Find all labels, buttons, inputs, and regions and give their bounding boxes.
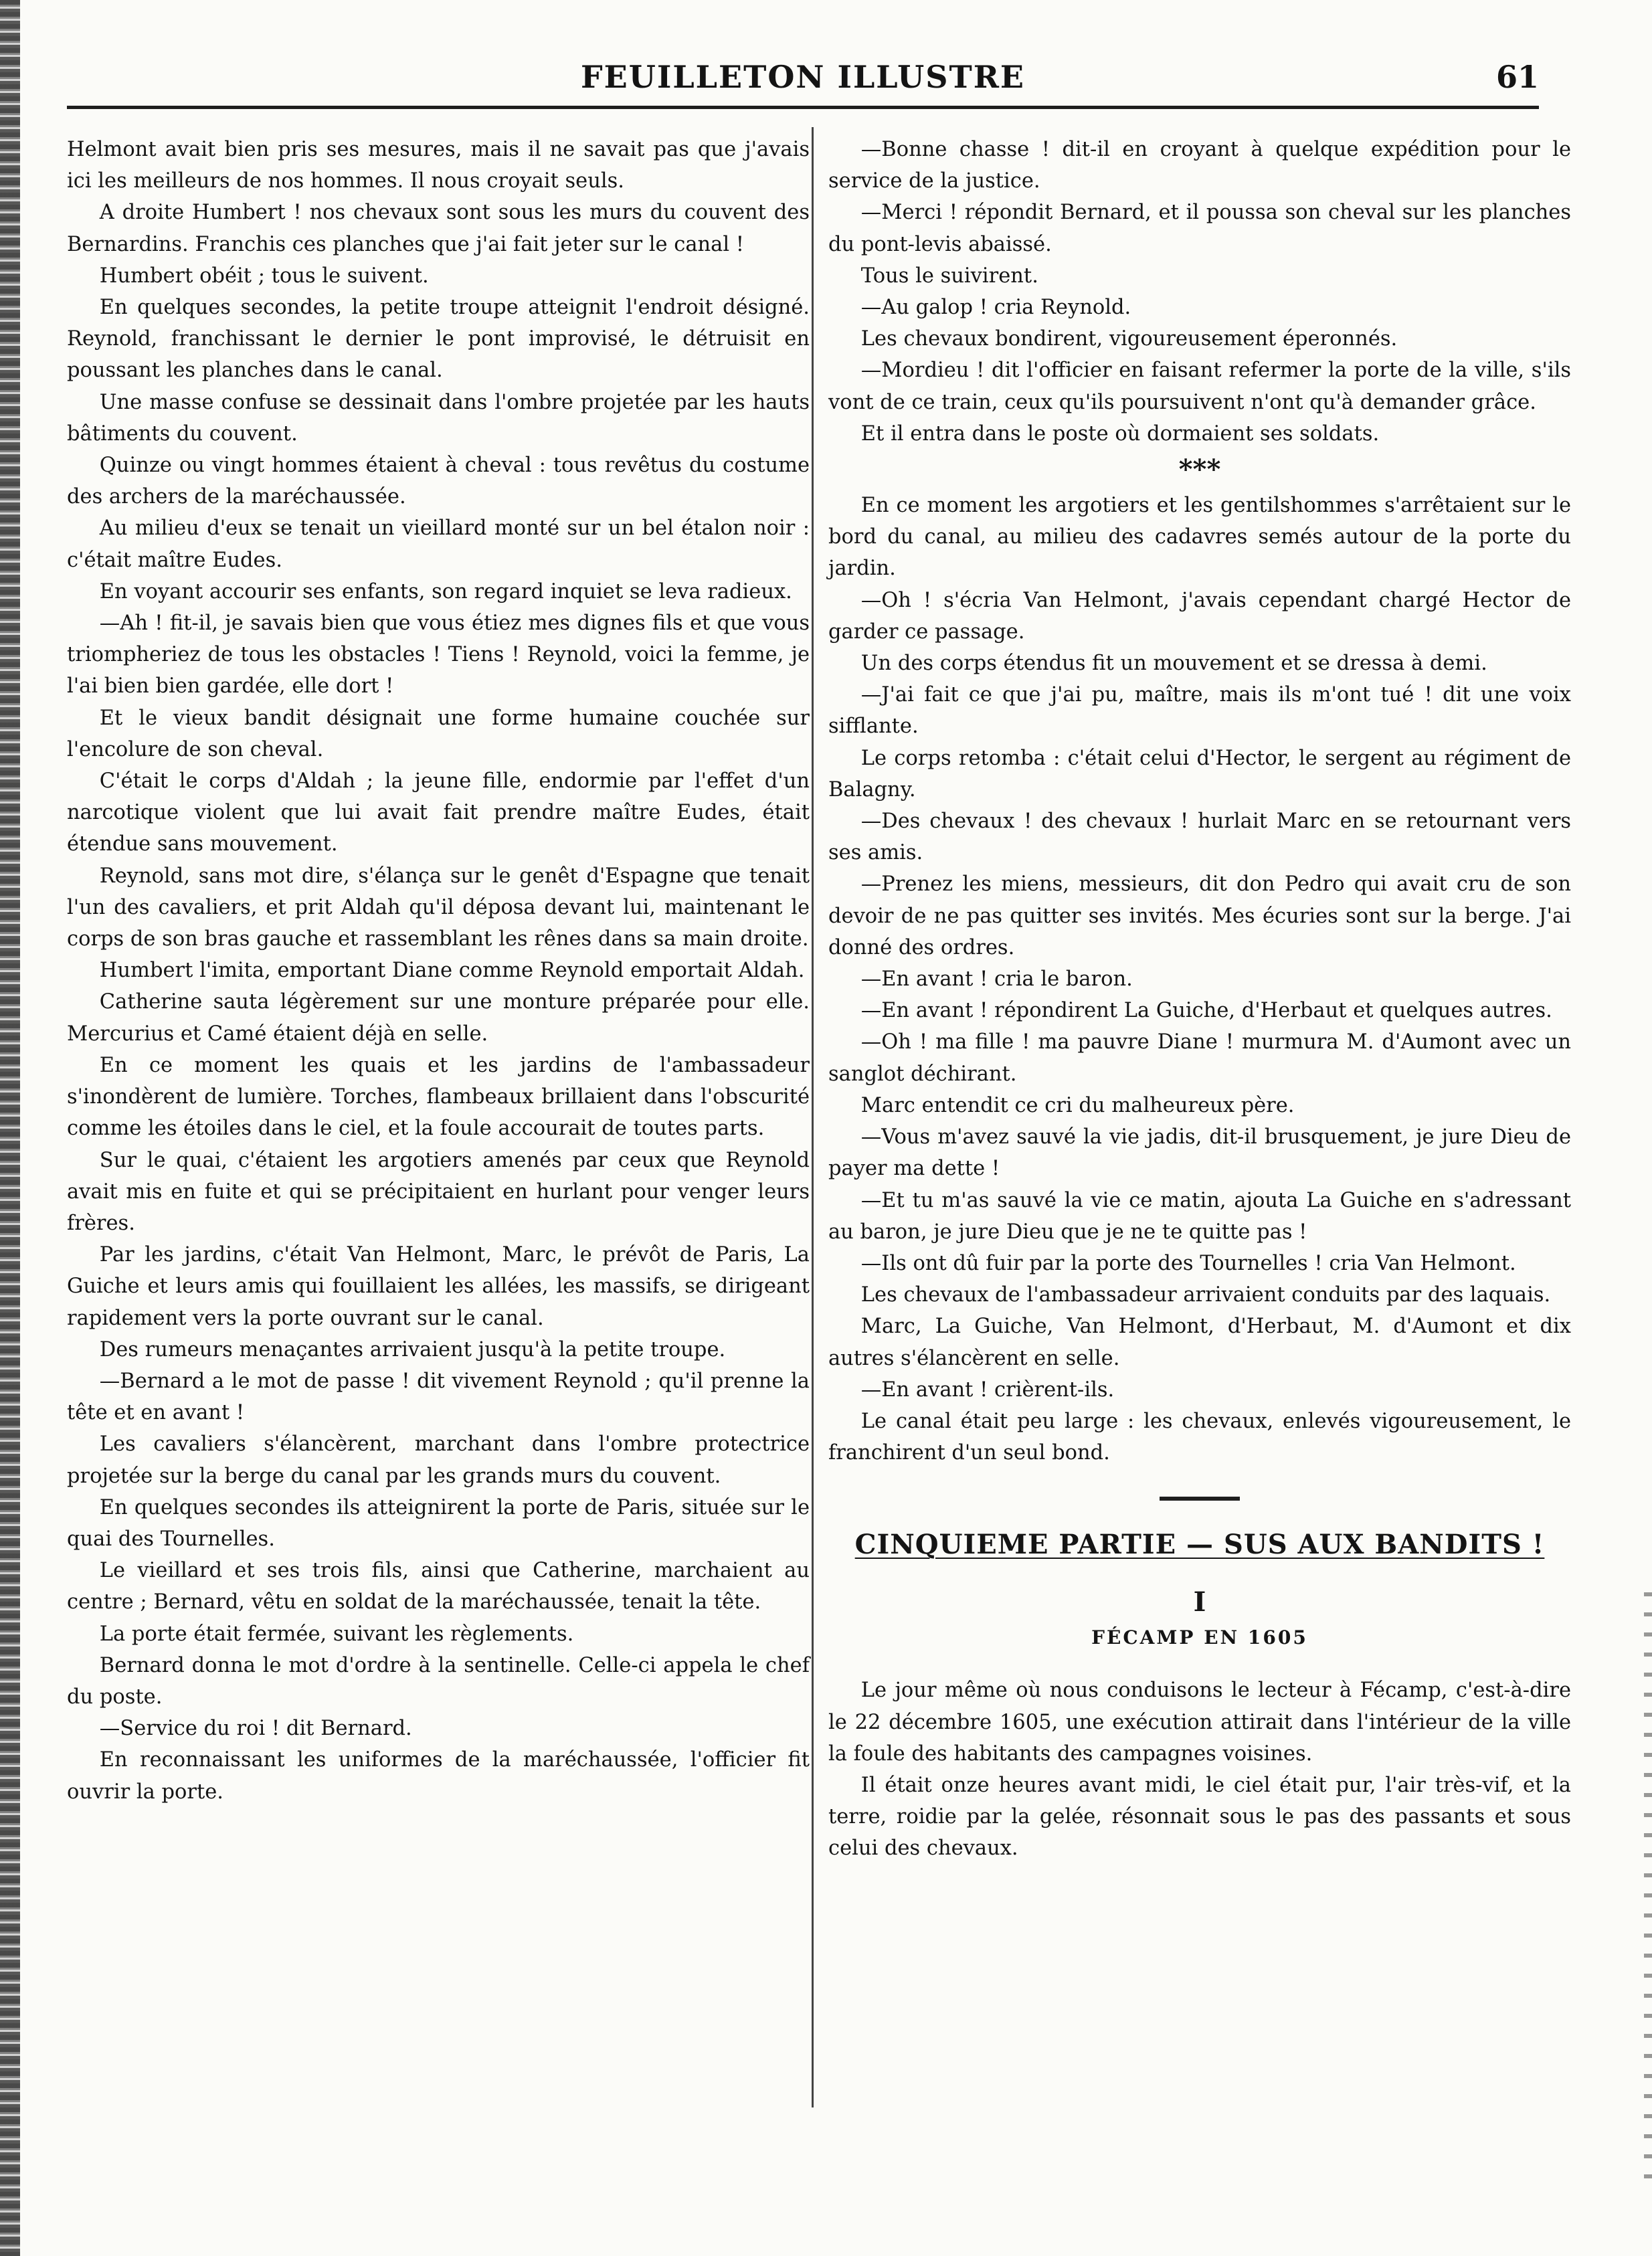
scan-edge-marks xyxy=(1644,1592,1652,2194)
left-column xyxy=(67,134,810,1808)
paragraph: Marc entendit ce cri du malheureux père. xyxy=(860,1093,1295,1117)
paragraph: Les cavaliers s'élancèrent, marchant dans l'ombre protectrice projetée sur la berge du canal par les grands murs du couvent. xyxy=(67,1432,810,1488)
paragraph: A droite Humbert ! nos chevaux sont sous les murs du couvent des Bernardins. Franchis ces planches que j'ai fait jeter sur le canal ! xyxy=(67,201,810,256)
paragraph: —En avant ! crièrent-ils. xyxy=(860,1378,1115,1402)
paragraph: Le canal était peu large : les chevaux, enlevés vigoureusement, le franchirent d'un seul bond. xyxy=(828,1409,1571,1465)
paragraph: —En avant ! répondirent La Guiche, d'Herbaut et quelques autres. xyxy=(860,999,1552,1023)
paragraph: En ce moment les quais et les jardins de l'ambassadeur s'inondèrent de lumière. Torches, flambeaux brillaient dans l'obscurité comme les étoiles dans le ciel, et la foule accourait de toutes parts. xyxy=(67,1053,810,1141)
paragraph: Un des corps étendus fit un mouvement et se dressa à demi. xyxy=(860,652,1487,676)
paragraph: —J'ai fait ce que j'ai pu, maître, mais ils m'ont tué ! dit une voix sifflante. xyxy=(828,683,1571,739)
paragraph: Reynold, sans mot dire, s'élança sur le genêt d'Espagne que tenait l'un des cavaliers, et prit Aldah qu'il déposa devant lui, maintenant le corps de son bras gauche et rassemblant les rênes dans sa main droite. xyxy=(67,864,810,951)
right-column-bottom xyxy=(828,1675,1571,1864)
paragraph: —Service du roi ! dit Bernard. xyxy=(99,1717,412,1741)
paragraph: Tous le suivirent. xyxy=(860,264,1038,288)
paragraph: Les chevaux de l'ambassadeur arrivaient conduits par des laquais. xyxy=(860,1283,1551,1307)
part-title: CINQUIEME PARTIE — SUS AUX BANDITS ! xyxy=(854,1529,1545,1561)
paragraph: —En avant ! cria le baron. xyxy=(860,967,1133,992)
paragraph: —Oh ! s'écria Van Helmont, j'avais cependant chargé Hector de garder ce passage. xyxy=(828,588,1571,644)
paragraph: —Vous m'avez sauvé la vie jadis, dit-il brusquement, je jure Dieu de payer ma dette ! xyxy=(828,1125,1571,1181)
paragraph: Une masse confuse se dessinait dans l'ombre projetée par les hauts bâtiments du couvent. xyxy=(67,390,810,446)
paragraph: —Au galop ! cria Reynold. xyxy=(860,296,1131,320)
paragraph: La porte était fermée, suivant les règlements. xyxy=(99,1622,574,1646)
paragraph: Sur le quai, c'étaient les argotiers amenés par ceux que Reynold avait mis en fuite et qui se précipitaient en hurlant pour venger leurs frères. xyxy=(67,1148,810,1235)
paragraph: —Oh ! ma fille ! ma pauvre Diane ! murmura M. d'Aumont avec un sanglot déchirant. xyxy=(828,1030,1571,1086)
paragraph: Marc, La Guiche, Van Helmont, d'Herbaut, M. d'Aumont et dix autres s'élancèrent en selle. xyxy=(828,1315,1571,1370)
paragraph: Le corps retomba : c'était celui d'Hector, le sergent au régiment de Balagny. xyxy=(828,746,1571,802)
paragraph: En reconnaissant les uniformes de la maréchaussée, l'officier fit ouvrir la porte. xyxy=(67,1748,810,1804)
column-divider xyxy=(812,127,814,2107)
paragraph: En voyant accourir ses enfants, son regard inquiet se leva radieux. xyxy=(99,579,792,603)
paragraph: —Mordieu ! dit l'officier en faisant refermer la porte de la ville, s'ils vont de ce train, ceux qu'ils poursuivent n'ont qu'à demander grâce. xyxy=(828,359,1571,414)
paragraph: —Et tu m'as sauvé la vie ce matin, ajouta La Guiche en s'adressant au baron, je jure Dieu que je ne te quitte pas ! xyxy=(828,1188,1571,1244)
paragraph: Helmont avait bien pris ses mesures, mais il ne savait pas que j'avais ici les meilleurs de nos hommes. Il nous croyait seuls. xyxy=(67,138,810,193)
paragraph: Le jour même où nous conduisons le lecteur à Fécamp, c'est-à-dire le 22 décembre 1605, une exécution attirait dans l'intérieur de la ville la foule des habitants des campagnes voisines. xyxy=(828,1679,1571,1766)
paragraph: Et le vieux bandit désignait une forme humaine couchée sur l'encolure de son cheval. xyxy=(67,706,810,761)
paragraph: —Bonne chasse ! dit-il en croyant à quelque expédition pour le service de la justice. xyxy=(828,138,1571,193)
paragraph: Au milieu d'eux se tenait un vieillard monté sur un bel étalon noir : c'était maître Eudes. xyxy=(67,516,810,572)
paragraph: Les chevaux bondirent, vigoureusement éperonnés. xyxy=(860,327,1398,351)
paragraph: —Ah ! fit-il, je savais bien que vous étiez mes dignes fils et que vous triompheriez de tous les obstacles ! Tiens ! Reynold, voici la femme, je l'ai bien bien gardée, elle dort ! xyxy=(67,612,810,698)
page-number: 61 xyxy=(1495,59,1539,95)
chapter-title: FÉCAMP EN 1605 xyxy=(1091,1626,1308,1649)
paragraph: Il était onze heures avant midi, le ciel était pur, l'air très-vif, et la terre, roidie par la gelée, résonnait sous le pas des passants et sous celui des chevaux. xyxy=(828,1773,1571,1861)
running-title: FEUILLETON ILLUSTRE xyxy=(580,59,1025,95)
chapter-number: I xyxy=(1193,1586,1206,1618)
paragraph: Des rumeurs menaçantes arrivaient jusqu'à la petite troupe. xyxy=(99,1337,726,1361)
section-stars: *** xyxy=(1178,454,1221,486)
paragraph: Humbert obéit ; tous le suivent. xyxy=(99,264,429,288)
right-column xyxy=(828,134,1571,1865)
scan-binding-edge xyxy=(0,0,20,2256)
paragraph: Bernard donna le mot d'ordre à la sentinelle. Celle-ci appela le chef du poste. xyxy=(67,1653,810,1709)
paragraph: Et il entra dans le poste où dormaient ses soldats. xyxy=(860,421,1380,446)
paragraph: C'était le corps d'Aldah ; la jeune fille, endormie par l'effet d'un narcotique violent que lui avait fait prendre maître Eudes, était étendue sans mouvement. xyxy=(67,769,810,856)
right-column-top xyxy=(828,134,1571,450)
paragraph: Quinze ou vingt hommes étaient à cheval : tous revêtus du costume des archers de la maréchaussée. xyxy=(67,454,810,509)
paragraph: —Prenez les miens, messieurs, dit don Pedro qui avait cru de son devoir de ne pas quitter ses invités. Mes écuries sont sur la berge. J'ai donné des ordres. xyxy=(828,872,1571,959)
section-separator xyxy=(1160,1497,1240,1501)
paragraph: En ce moment les argotiers et les gentilshommes s'arrêtaient sur le bord du canal, au milieu des cadavres semés autour de la porte du jardin. xyxy=(828,494,1571,581)
page-header xyxy=(67,59,1539,106)
paragraph: Humbert l'imita, emportant Diane comme Reynold emportait Aldah. xyxy=(99,959,805,983)
paragraph: Le vieillard et ses trois fils, ainsi que Catherine, marchaient au centre ; Bernard, vêtu en soldat de la maréchaussée, tenait la tête. xyxy=(67,1559,810,1614)
paragraph: —Merci ! répondit Bernard, et il poussa son cheval sur les planches du pont-levis abaissé. xyxy=(828,201,1571,256)
header-rule xyxy=(67,106,1539,109)
paragraph: —Bernard a le mot de passe ! dit vivement Reynold ; qu'il prenne la tête et en avant ! xyxy=(67,1369,810,1425)
paragraph: —Ils ont dû fuir par la porte des Tournelles ! cria Van Helmont. xyxy=(860,1251,1516,1275)
paragraph: Par les jardins, c'était Van Helmont, Marc, le prévôt de Paris, La Guiche et leurs amis qui fouillaient les allées, les massifs, se dirigeant rapidement vers la porte ouvrant sur le canal. xyxy=(67,1243,810,1330)
paragraph: En quelques secondes, la petite troupe atteignit l'endroit désigné. Reynold, franchissant le dernier le pont improvisé, le détruisit en poussant les planches dans le canal. xyxy=(67,296,810,383)
paragraph: Catherine sauta légèrement sur une monture préparée pour elle. Mercurius et Camé étaient déjà en selle. xyxy=(67,990,810,1046)
paragraph: En quelques secondes ils atteignirent la porte de Paris, située sur le quai des Tournelles. xyxy=(67,1495,810,1551)
right-column-middle xyxy=(828,490,1571,1469)
paragraph: —Des chevaux ! des chevaux ! hurlait Marc en se retournant vers ses amis. xyxy=(828,810,1571,865)
